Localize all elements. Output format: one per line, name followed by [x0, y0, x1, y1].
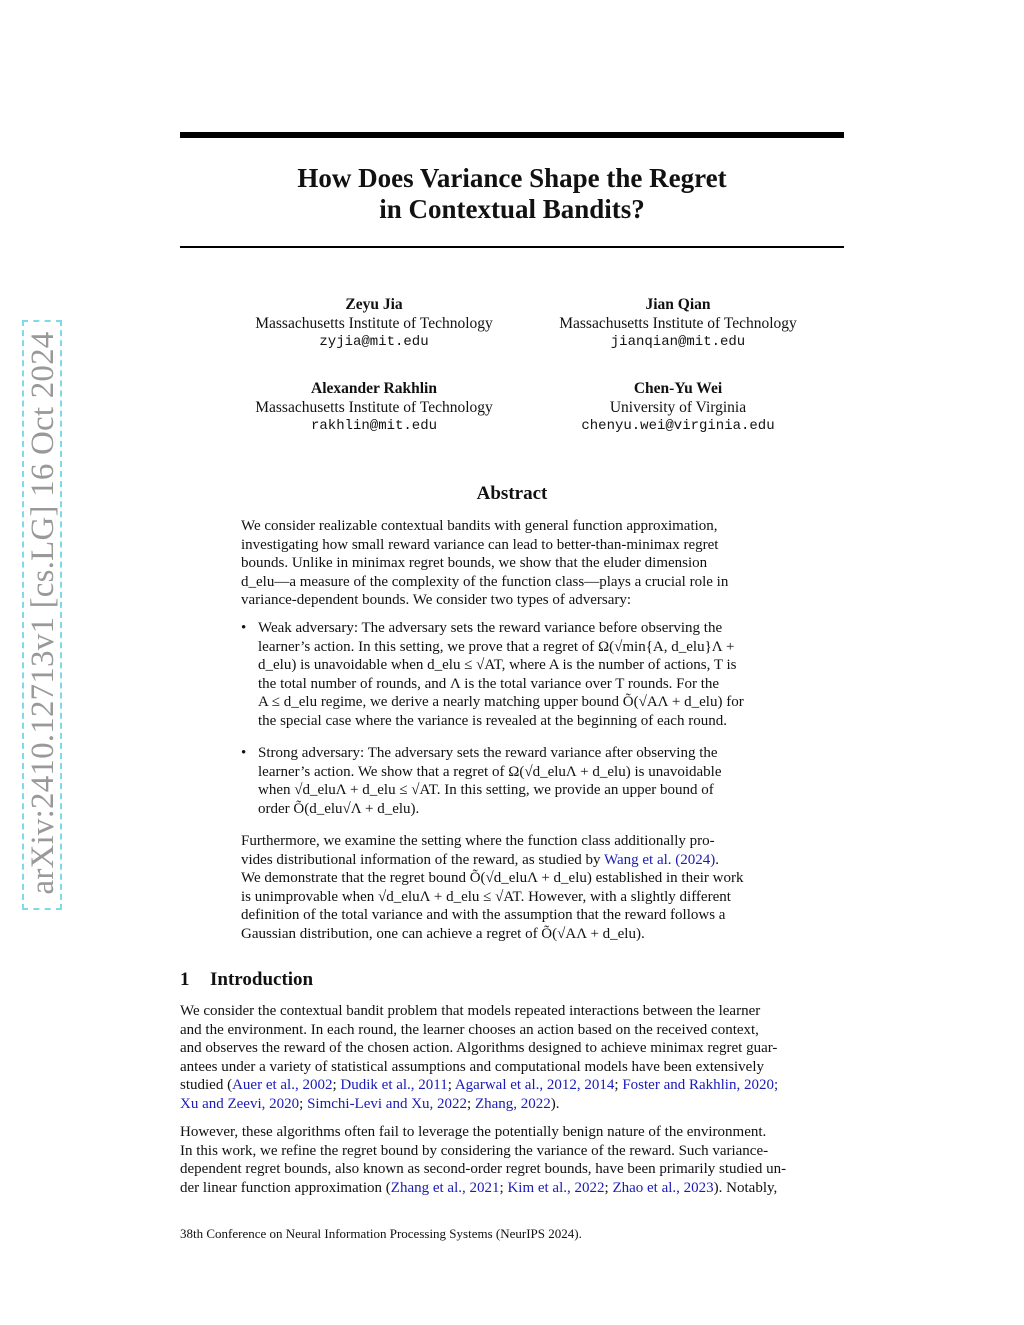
author-affiliation: Massachusetts Institute of Technology	[559, 315, 797, 332]
citation-link[interactable]: Foster and Rakhlin, 2020;	[622, 1077, 779, 1093]
text-span: vides distributional information of the reward, as studied by Wang et al. (2024).	[241, 851, 720, 868]
author-email[interactable]: rakhlin@mit.edu	[310, 418, 438, 434]
author-name: Jian Qian	[645, 296, 711, 313]
section-title: Introduction	[210, 969, 314, 990]
author-email[interactable]: chenyu.wei@virginia.edu	[581, 418, 775, 434]
citation-link[interactable]: Zhao et al., 2023	[612, 1179, 714, 1196]
intro-paragraph-1	[180, 1002, 844, 1113]
text-line citation-line[interactable]: der linear function approximation (Zhang et al., 2021; Kim et al., 2022; Zhao et al., 2023). Notably,	[180, 1179, 778, 1196]
arxiv-stamp	[22, 320, 62, 910]
author-email[interactable]: jianqian@mit.edu	[610, 334, 746, 350]
author-name: Zeyu Jia	[345, 296, 403, 313]
text-line	[241, 851, 785, 870]
text-line: Strong adversary: The adversary sets the reward variance after observing the	[258, 745, 718, 761]
bullet-weak-adversary	[258, 619, 785, 730]
author-affiliation: Massachusetts Institute of Technology	[255, 315, 493, 332]
text-line: is unimprovable when √d_eluΛ + d_elu ≤ √AT. However, with a slightly different	[241, 888, 731, 905]
text-line: We demonstrate that the regret bound Õ(√d_eluΛ + d_elu) established in their work	[241, 870, 744, 886]
author-block	[224, 379, 524, 436]
citation-link[interactable]: Dudik et al., 2011	[340, 1077, 448, 1093]
text-line: order Õ(d_elu√Λ + d_elu).	[258, 800, 420, 817]
text-line: Weak adversary: The adversary sets the reward variance before observing the	[258, 620, 723, 636]
author-name: Chen-Yu Wei	[633, 380, 723, 397]
author-email[interactable]: zyjia@mit.edu	[319, 334, 429, 350]
bullet-icon: •	[241, 620, 247, 636]
text-line: and observes the reward of the chosen action. Algorithms designed to achieve minimax regret guar-	[180, 1040, 778, 1056]
text-line: learner’s action. In this setting, we prove that a regret of Ω(√min{A, d_elu}Λ +	[258, 638, 735, 655]
title-top-rule	[180, 132, 844, 138]
author-name: Alexander Rakhlin	[311, 380, 437, 397]
text-line: Furthermore, we examine the setting where the function class additionally pro-	[241, 833, 715, 849]
text-line: d_elu—a measure of the complexity of the function class—plays a crucial role in	[241, 573, 729, 590]
citation-link[interactable]: Kim et al., 2022	[507, 1179, 605, 1196]
text-line: and the environment. In each round, the learner chooses an action based on the received context,	[180, 1021, 759, 1038]
title-line-2: in Contextual Bandits?	[379, 194, 645, 224]
intro-paragraph-2	[180, 1123, 844, 1197]
abstract-intro	[241, 517, 785, 610]
author-block	[224, 295, 524, 352]
bullet-strong-adversary	[258, 744, 785, 818]
abstract-heading: Abstract	[476, 483, 548, 504]
text-line: learner’s action. We show that a regret of Ω(√d_eluΛ + d_elu) is unavoidable	[258, 763, 722, 780]
conference-footer: 38th Conference on Neural Information Processing Systems (NeurIPS 2024).	[180, 1226, 582, 1241]
author-block	[528, 295, 828, 352]
text-line: definition of the total variance and with the assumption that the reward follows a	[241, 907, 726, 923]
citation-link[interactable]: Auer et al., 2002	[232, 1077, 333, 1093]
text-line: the special case where the variance is revealed at the beginning of each round.	[258, 712, 727, 729]
text-line: We consider the contextual bandit problem that models repeated interactions between the learner	[180, 1003, 761, 1019]
text-line: the total number of rounds, and Λ is the total variance over T rounds. For the	[258, 675, 720, 692]
text-line: However, these algorithms often fail to leverage the potentially benign nature of the environment.	[180, 1124, 767, 1140]
citation-link[interactable]: Wang et al. (2024)	[604, 851, 716, 868]
text-line: A ≤ d_elu regime, we derive a nearly matching upper bound Õ(√AΛ + d_elu) for	[258, 694, 744, 710]
text-line: Gaussian distribution, one can achieve a regret of Õ(√AΛ + d_elu).	[241, 925, 645, 942]
text-line: investigating how small reward variance can lead to better-than-minimax regret	[241, 536, 719, 553]
citation-link[interactable]: Agarwal et al., 2012, 2014	[454, 1077, 615, 1093]
author-affiliation: Massachusetts Institute of Technology	[255, 399, 493, 416]
bullet-icon: •	[241, 745, 247, 761]
abstract-tail	[241, 832, 785, 943]
text-line: In this work, we refine the regret bound by considering the variance of the reward. Such variance-	[180, 1142, 769, 1159]
text-line: bounds. Unlike in minimax regret bounds, we show that the eluder dimension	[241, 555, 708, 571]
arxiv-id[interactable]: arXiv:2410.12713v1 [cs.LG] 16 Oct 2024	[25, 331, 61, 895]
text-line: dependent regret bounds, also known as second-order regret bounds, have been primarily studied un-	[180, 1161, 787, 1177]
paper-title	[180, 163, 844, 225]
text-line citation-line[interactable]: studied (Auer et al., 2002; Dudik et al., 2011; Agarwal et al., 2012, 2014; Foster and Rakhlin, 2020;	[180, 1077, 779, 1093]
text-line: variance-dependent bounds. We consider two types of adversary:	[241, 592, 632, 608]
citation-link[interactable]: Zhang, 2022	[474, 1095, 551, 1112]
section-heading	[180, 969, 313, 991]
text-line citation-line[interactable]: Xu and Zeevi, 2020; Simchi-Levi and Xu, 2022; Zhang, 2022).	[180, 1095, 560, 1112]
title-line-1: How Does Variance Shape the Regret	[297, 163, 727, 193]
title-bottom-rule	[180, 246, 844, 248]
citation-link[interactable]: Simchi-Levi and Xu, 2022	[307, 1095, 468, 1112]
citation-link[interactable]: Zhang et al., 2021	[390, 1179, 500, 1196]
author-affiliation: University of Virginia	[609, 399, 747, 416]
text-line: antees under a variety of statistical assumptions and computational models have been extensively	[180, 1058, 764, 1075]
text-line: d_elu) is unavoidable when d_elu ≤ √AT, where A is the number of actions, T is	[258, 657, 737, 673]
section-number: 1	[180, 969, 190, 990]
text-line: when √d_eluΛ + d_elu ≤ √AT. In this setting, we provide an upper bound of	[258, 782, 714, 798]
text-line: We consider realizable contextual bandits with general function approximation,	[241, 518, 718, 534]
citation-link[interactable]: Xu and Zeevi, 2020	[180, 1095, 300, 1112]
author-block	[528, 379, 828, 436]
